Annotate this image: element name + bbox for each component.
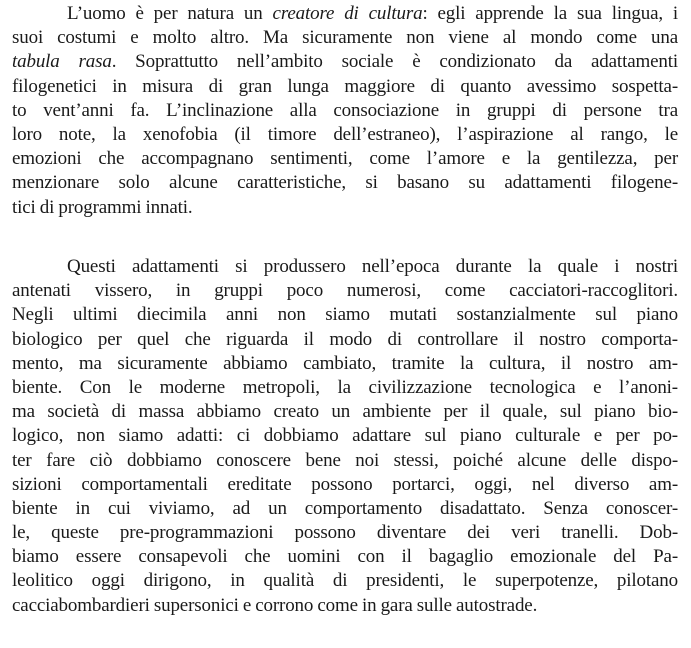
italic-text: tabula rasa <box>12 51 112 73</box>
text-run: biente in cui viviamo, ad un comportamento disadattato. Senza conoscer- <box>12 497 678 519</box>
text-run: leolitico oggi dirigono, in qualità di presidenti, le superpotenze, pilotano <box>12 570 678 592</box>
text-line <box>12 449 678 473</box>
text-run: antenati vissero, in gruppi poco numerosi, come cacciatori-raccoglitori. <box>12 280 678 302</box>
italic-text: creatore di cultura <box>272 3 423 24</box>
text-run: le, queste pre-programmazioni possono diventare dei veri tranelli. Dob- <box>12 522 678 544</box>
text-run: ter fare ciò dobbiamo conoscere bene noi stessi, poiché alcune delle dispo- <box>12 449 678 471</box>
text-run: . Soprattutto nell’ambito sociale è condizionato da adattamenti <box>111 51 678 73</box>
text-line <box>12 497 678 521</box>
text-line <box>12 26 678 50</box>
text-run: suoi costumi e molto altro. Ma sicuramente non viene al mondo come una <box>12 27 678 49</box>
text-line <box>12 473 678 497</box>
text-line <box>12 569 678 593</box>
text-line <box>12 521 678 545</box>
text-line <box>12 2 678 26</box>
text-line <box>12 545 678 569</box>
text-line <box>12 303 678 327</box>
paragraph-1 <box>12 2 678 220</box>
text-line <box>12 171 678 195</box>
text-line <box>12 328 678 352</box>
text-run: Questi adattamenti si produssero nell’epoca durante la quale i nostri <box>67 256 678 277</box>
text-run: loro note, la xenofobia (il timore dell’estraneo), l’aspirazione al rango, le <box>12 123 678 145</box>
text-line <box>12 196 678 220</box>
text-line <box>12 123 678 147</box>
text-run: sizioni comportamentali ereditate possono portarci, oggi, nel diverso am- <box>12 473 678 495</box>
text-line <box>12 99 678 123</box>
text-line <box>12 75 678 99</box>
text-line <box>12 50 678 74</box>
text-line <box>12 255 678 279</box>
text-line <box>12 279 678 303</box>
text-run: L’uomo è per natura un <box>67 3 273 24</box>
text-run: logico, non siamo adatti: ci dobbiamo adattare sul piano culturale e per po- <box>12 425 678 447</box>
text-run: : egli apprende la sua lingua, i <box>422 3 678 24</box>
text-run: mento, ma sicuramente abbiamo cambiato, tramite la cultura, il nostro am- <box>12 352 678 374</box>
text-run: emozioni che accompagnano sentimenti, come l’amore e la gentilezza, per <box>12 148 678 170</box>
text-run: tici di programmi innati. <box>12 196 193 218</box>
text-run: Negli ultimi diecimila anni non siamo mutati sostanzialmente sul piano <box>12 304 678 326</box>
paragraph-2 <box>12 255 678 618</box>
text-line <box>12 594 678 618</box>
text-line <box>12 424 678 448</box>
text-line <box>12 147 678 171</box>
text-run: ma società di massa abbiamo creato un ambiente per il quale, sul piano bio- <box>12 401 678 423</box>
text-line <box>12 352 678 376</box>
text-run: to vent’anni fa. L’inclinazione alla consociazione in gruppi di persone tra <box>12 99 678 121</box>
text-line <box>12 376 678 400</box>
text-line <box>12 400 678 424</box>
text-run: biologico per quel che riguarda il modo di controllare il nostro comporta- <box>12 328 678 350</box>
text-run: cacciabombardieri supersonici e corrono come in gara sulle autostrade. <box>12 594 538 616</box>
text-run: biente. Con le moderne metropoli, la civilizzazione tecnologica e l’anoni- <box>12 376 678 398</box>
text-run: filogenetici in misura di gran lunga maggiore di quanto avessimo sospetta- <box>12 75 678 97</box>
text-run: biamo essere consapevoli che uomini con il bagaglio emozionale del Pa- <box>12 546 678 568</box>
text-run: menzionare solo alcune caratteristiche, si basano su adattamenti filogene- <box>12 172 678 194</box>
